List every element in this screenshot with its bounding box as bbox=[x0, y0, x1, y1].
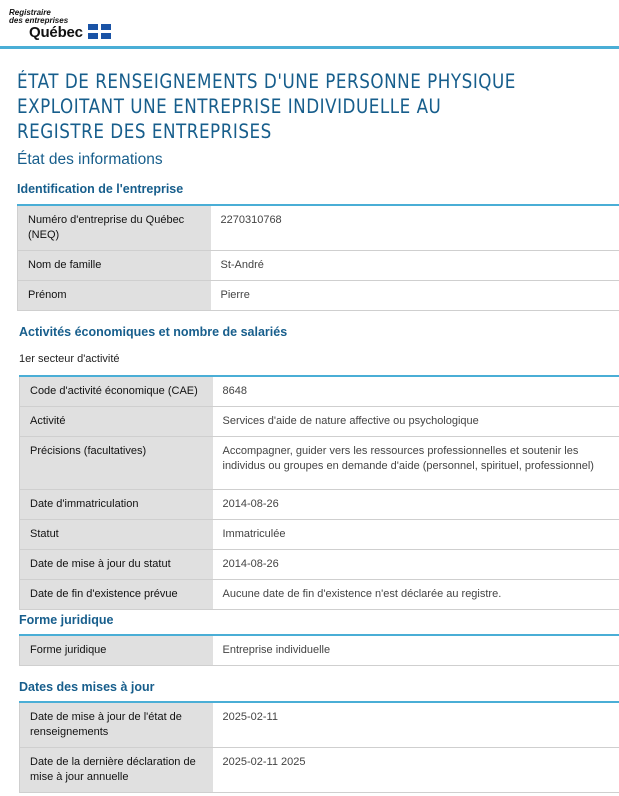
row-value: Aucune date de fin d'existence n'est déclarée au registre. bbox=[213, 580, 619, 610]
logo-line1: Registraire bbox=[9, 8, 51, 17]
row-value: 2014-08-26 bbox=[213, 490, 619, 520]
row-label: Date d'immatriculation bbox=[20, 490, 213, 520]
logo-quebec: Québec bbox=[29, 24, 83, 41]
table-row bbox=[20, 520, 619, 550]
row-label: Date de la dernière déclaration de mise à jour annuelle bbox=[20, 748, 213, 793]
row-label: Date de mise à jour du statut bbox=[20, 550, 213, 580]
forme-table bbox=[19, 634, 619, 666]
table-row bbox=[18, 251, 619, 281]
table-row bbox=[20, 550, 619, 580]
table-row bbox=[20, 490, 619, 520]
sector-subheading: 1er secteur d'activité bbox=[19, 353, 120, 365]
row-label: Code d'activité économique (CAE) bbox=[20, 376, 213, 407]
row-label: Numéro d'entreprise du Québec (NEQ) bbox=[18, 205, 211, 251]
identification-table bbox=[17, 204, 619, 311]
row-value: 2025-02-11 2025 bbox=[213, 748, 619, 793]
row-value: 8648 bbox=[213, 376, 619, 407]
table-row bbox=[20, 407, 619, 437]
table-row bbox=[20, 702, 619, 748]
dates-table bbox=[19, 701, 619, 793]
quebec-flag-icon bbox=[88, 24, 111, 39]
table-row bbox=[20, 748, 619, 793]
section-heading-activites: Activités économiques et nombre de salariés bbox=[19, 325, 288, 339]
row-label: Nom de famille bbox=[18, 251, 211, 281]
logo-line2: des entreprises bbox=[9, 16, 69, 25]
row-label: Forme juridique bbox=[20, 635, 213, 666]
registraire-logo[interactable] bbox=[9, 8, 83, 41]
page-subtitle: État des informations bbox=[17, 151, 163, 168]
table-row bbox=[20, 580, 619, 610]
table-row bbox=[20, 635, 619, 666]
row-value: Immatriculée bbox=[213, 520, 619, 550]
table-row bbox=[18, 281, 619, 311]
row-label: Date de fin d'existence prévue bbox=[20, 580, 213, 610]
row-value: St-André bbox=[211, 251, 619, 281]
row-value: Entreprise individuelle bbox=[213, 635, 619, 666]
row-value: Accompagner, guider vers les ressources professionnelles et soutenir les individus ou groupes en demande d'aide (personnel, spirituel, professionnel) bbox=[213, 437, 619, 490]
section-heading-identification: Identification de l'entreprise bbox=[17, 182, 184, 196]
section-heading-forme: Forme juridique bbox=[19, 613, 114, 627]
page-header bbox=[0, 0, 619, 49]
row-label: Prénom bbox=[18, 281, 211, 311]
table-row bbox=[20, 376, 619, 407]
activites-table bbox=[19, 375, 619, 610]
row-label: Activité bbox=[20, 407, 213, 437]
row-label: Date de mise à jour de l'état de renseignements bbox=[20, 702, 213, 748]
page-title: ÉTAT DE RENSEIGNEMENTS D'UNE PERSONNE PHYSIQUE EXPLOITANT UNE ENTREPRISE INDIVIDUELLE AU REGISTRE DES ENTREPRISES bbox=[17, 70, 516, 143]
section-heading-dates: Dates des mises à jour bbox=[19, 680, 155, 694]
row-label: Statut bbox=[20, 520, 213, 550]
row-label: Précisions (facultatives) bbox=[20, 437, 213, 490]
row-value: Pierre bbox=[211, 281, 619, 311]
row-value: Services d'aide de nature affective ou psychologique bbox=[213, 407, 619, 437]
row-value: 2025-02-11 bbox=[213, 702, 619, 748]
row-value: 2014-08-26 bbox=[213, 550, 619, 580]
table-row bbox=[20, 437, 619, 490]
row-value: 2270310768 bbox=[211, 205, 619, 251]
table-row bbox=[18, 205, 619, 251]
